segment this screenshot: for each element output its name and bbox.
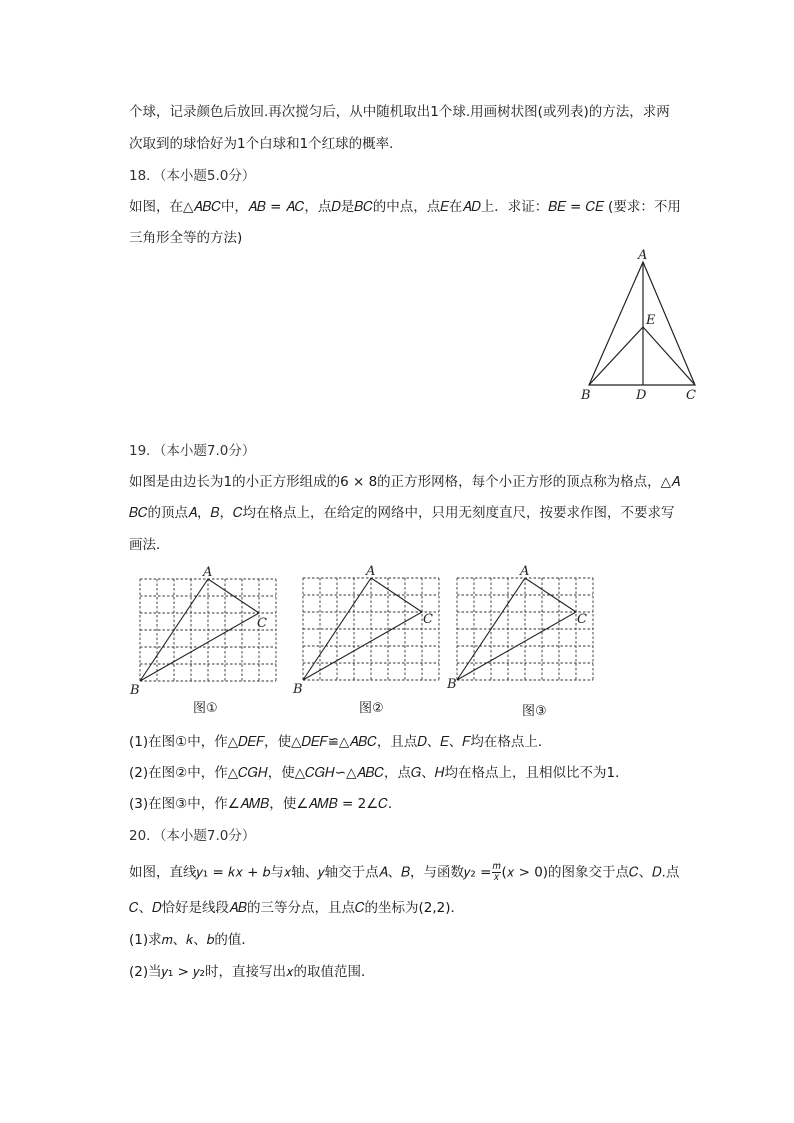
label-c: C — [423, 612, 433, 627]
label-b: B — [447, 677, 457, 692]
label-b: B — [581, 388, 591, 403]
q20-line-1b: (𝑥 > 0)的图象交于点𝐶、𝐷.点 — [501, 864, 680, 881]
q19-sub-2: (2)在图②中，作△𝐶𝐺𝐻，使△𝐶𝐺𝐻∽△𝐴𝐵𝐶，点𝐺、𝐻均在格点上，且相似比不为1． — [129, 765, 629, 781]
q19-header: 19．（本小题7.0分） — [129, 443, 256, 459]
segment-ce — [643, 327, 695, 385]
q20-line-1 — [129, 862, 679, 883]
label-c: C — [577, 612, 587, 627]
label-a: A — [366, 564, 376, 579]
q20-sub-1: (1)求𝑚、𝑘、𝑏的值． — [129, 932, 255, 948]
label-d: D — [636, 388, 647, 403]
label-b: B — [130, 683, 140, 698]
q20-line-1a: 如图，直线𝑦₁ = 𝑘𝑥 + 𝑏与𝑥轴、𝑦轴交于点𝐴、𝐵，与函数𝑦₂ = — [129, 864, 492, 881]
label-c: C — [257, 616, 267, 631]
grid-caption-3: 图③ — [522, 704, 547, 719]
q18-figure — [575, 247, 710, 407]
q20-line-2: 𝐶、𝐷恰好是线段𝐴𝐵的三等分点，且点𝐶的坐标为(2,2)． — [129, 900, 465, 916]
grid-figure-1 — [126, 564, 281, 699]
q18-line-2: 三角形全等的方法) — [129, 230, 243, 246]
grid-caption-1: 图① — [193, 701, 218, 716]
q20-sub-2: (2)当𝑦₁ > 𝑦₂时，直接写出𝑥的取值范围． — [129, 964, 375, 980]
label-b: B — [293, 682, 303, 697]
label-a: A — [203, 565, 213, 580]
q19-sub-1: (1)在图①中，作△𝐷𝐸𝐹，使△𝐷𝐸𝐹≌△𝐴𝐵𝐶，且点𝐷、𝐸、𝐹均在格点上． — [129, 734, 552, 750]
grid-figure-2 — [289, 563, 444, 698]
grid-caption-2: 图② — [359, 701, 384, 716]
q17-line-2: 次取到的球恰好为1个白球和1个红球的概率． — [129, 136, 403, 152]
fraction — [492, 862, 500, 883]
label-a: A — [638, 248, 648, 263]
label-a: A — [520, 564, 530, 579]
label-e: E — [646, 313, 656, 328]
q17-line-1: 个球，记录颜色后放回.再次搅匀后，从中随机取出1个球.用画树状图(或列表)的方法，求两 — [129, 104, 670, 120]
q20-header: 20．（本小题7.0分） — [129, 828, 256, 844]
q18-line-1: 如图，在△𝐴𝐵𝐶中，𝐴𝐵 = 𝐴𝐶，点𝐷是𝐵𝐶的中点，点𝐸在𝐴𝐷上．求证：𝐵𝐸 = 𝐶𝐸 (要求：不用 — [129, 199, 681, 215]
fraction-denominator: 𝑥 — [493, 872, 500, 883]
q19-sub-3: (3)在图③中，作∠𝐴𝑀𝐵，使∠𝐴𝑀𝐵 = 2∠𝐶． — [129, 796, 402, 812]
q18-header: 18．（本小题5.0分） — [129, 168, 256, 184]
fraction-numerator: 𝑚 — [492, 861, 501, 872]
q19-line-2: 𝐵𝐶的顶点𝐴，𝐵，𝐶均在格点上，在给定的网络中，只用无刻度直尺，按要求作图，不要求写 — [129, 505, 675, 521]
q19-line-3: 画法． — [129, 537, 170, 553]
segment-be — [589, 327, 643, 385]
q19-line-1: 如图是由边长为1的小正方形组成的6 × 8的正方形网格，每个小正方形的顶点称为格点，△𝐴 — [129, 474, 681, 490]
grid-figure-3 — [443, 563, 598, 698]
label-c: C — [686, 388, 696, 403]
